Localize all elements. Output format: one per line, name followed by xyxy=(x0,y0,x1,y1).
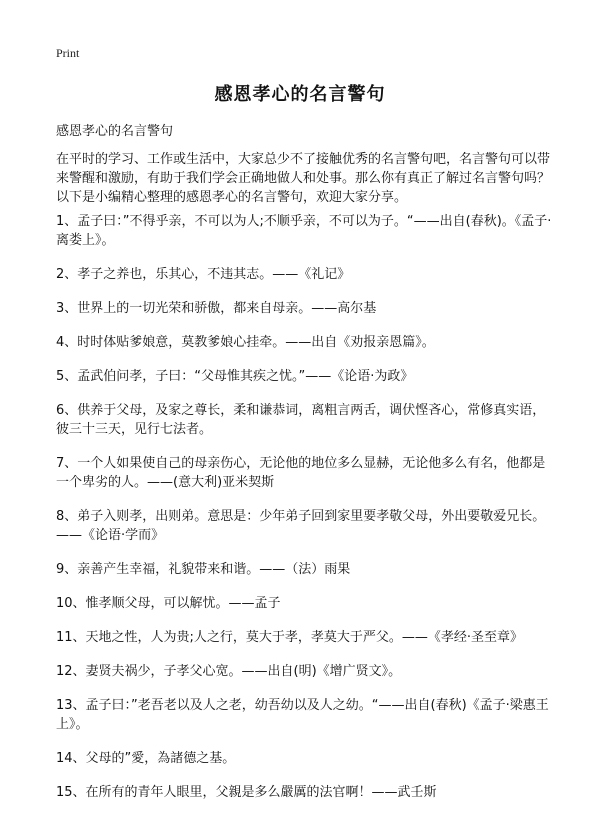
quote-item: 4、时时体贴爹娘意，莫教爹娘心挂牵。——出自《劝报亲恩篇》。 xyxy=(56,335,435,350)
intro-paragraph: 在平时的学习、工作或生活中，大家总少不了接触优秀的名言警句吧，名言警句可以带来警醒和激励，有助于我们学会正确地做人和处事。那么你有真正了解过名言警句吗？以下是小编精心整理的感恩孝心的名言警句，欢迎大家分享。 xyxy=(56,152,551,205)
quote-item: 11、天地之性，人为贵;人之行，莫大于孝，孝莫大于严父。——《孝经·圣至章》 xyxy=(56,630,524,645)
quote-item: 10、惟孝顺父母，可以解忧。——孟子 xyxy=(56,596,281,611)
print-link[interactable]: Print xyxy=(56,46,80,60)
quote-item: 1、孟子曰：”不得乎亲，不可以为人;不顺乎亲，不可以为子。“——出自(春秋)。《孟子·离娄上》。 xyxy=(56,214,552,248)
quote-item: 9、亲善产生幸福，礼貌带来和谐。——（法）雨果 xyxy=(56,562,351,577)
quote-item: 8、弟子入则孝，出则弟。意思是：少年弟子回到家里要孝敬父母，外出要敬爱兄长。——《论语·学而》 xyxy=(56,509,546,543)
quote-item: 7、一个人如果使自己的母亲伤心，无论他的地位多么显赫，无论他多么有名，他都是一个卑劣的人。——(意大利)亚米契斯 xyxy=(56,456,546,490)
quote-item: 2、孝子之养也，乐其心，不违其志。——《礼记》 xyxy=(56,267,351,282)
quote-item: 5、孟武伯问孝，子曰：“父母惟其疾之忧。”——《论语·为政》 xyxy=(56,369,414,384)
quote-item: 14、父母的”愛，為諸德之基。 xyxy=(56,751,236,766)
quote-item: 15、在所有的青年人眼里，父親是多么嚴厲的法官啊！——武壬斯 xyxy=(56,785,437,800)
quote-item: 13、孟子曰：”老吾老以及人之老，幼吾幼以及人之幼。“——出自(春秋)《孟子·梁惠王上》。 xyxy=(56,698,549,732)
document-subtitle: 感恩孝心的名言警句 xyxy=(56,124,174,139)
document-title: 感恩孝心的名言警句 xyxy=(214,84,386,105)
quote-item: 3、世界上的一切光荣和骄傲，都来自母亲。——高尔基 xyxy=(56,301,377,316)
quote-item: 6、供养于父母，及家之尊长，柔和谦恭词，离粗言两舌，调伏悭吝心，常修真实语，彼三十三天，见行七法者。 xyxy=(56,403,546,437)
quote-list xyxy=(56,212,556,817)
quote-item: 12、妻贤夫祸少，子孝父心宽。——出自(明)《增广贤文》。 xyxy=(56,664,402,679)
